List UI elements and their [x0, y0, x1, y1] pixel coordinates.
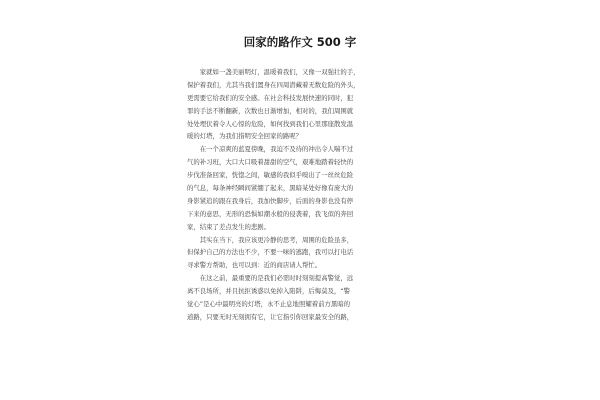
text-line: 步伐准备回家，恍惚之间，敏感的我似乎嗅出了一丝丝危险: [187, 171, 354, 180]
page-title: 回家的路作文 500 字: [243, 35, 357, 49]
text-line: 家就如一盏美丽明灯，温暖着我们，又像一双强壮的手，: [187, 68, 360, 76]
text-line: 更需要它给我们的安全感。在社会科技发展快速的同时，犯: [187, 93, 354, 102]
text-line: 家，结束了差点发生的悲剧。: [187, 222, 271, 231]
text-line: 但保护自己的方法也不少，不要一味的逃跑，我可以打电话: [187, 248, 354, 257]
text-line: 处处埋伏着令人心惊的危险，如何找到我们心里那座散发温: [187, 119, 354, 128]
text-line: 保护着我们，尤其当我们置身在四周潜藏着无数危险的外头，: [187, 80, 360, 89]
text-line: 其实在当下，我应该更冷静的思考，周围的危险虽多，: [187, 235, 354, 244]
text-line: 道路，只要无时无刻拥有它，让它指引你回家最安全的路，: [187, 312, 354, 321]
text-line: 下来的意思，无形的恐惧如潮水般的侵袭着，我飞似的奔回: [187, 209, 354, 218]
text-line: 身影紧追的跟在我身后，我加快脚步，后面的身影也没有停: [187, 196, 354, 205]
text-line: 寻求警方帮助，也可以到：近的商店请人帮忙。: [187, 261, 322, 270]
text-line: 在这之前，最重要的是我们必需时时刻刻提高警觉，远: [187, 274, 354, 283]
text-line: 觉心”是心中最明亮的灯塔，永不止息地照耀着前方黑暗的: [187, 300, 351, 309]
text-line: 的气息，每条神经瞬间紧绷了起来，黑暗某处好像有庞大的: [187, 184, 354, 193]
essay-body: [187, 66, 413, 324]
text-line: 离不良场所，并且抗拒诱惑以免掉入陷阱，后悔莫及，“警: [187, 287, 351, 296]
text-line: 罪的手法不断翻新，次数也日渐增加，相对的，我们周围就: [187, 106, 354, 115]
text-line: 在一个凉爽的蓝夏傍晚，我迫不及待的冲出令人喘不过: [187, 145, 354, 154]
text-line: 暖的灯塔，为我们指明安全回家的路呢？: [187, 132, 303, 141]
text-line: 气的补习班，大口大口吸着甜甜的空气，艰难地踏着轻快的: [187, 158, 354, 167]
